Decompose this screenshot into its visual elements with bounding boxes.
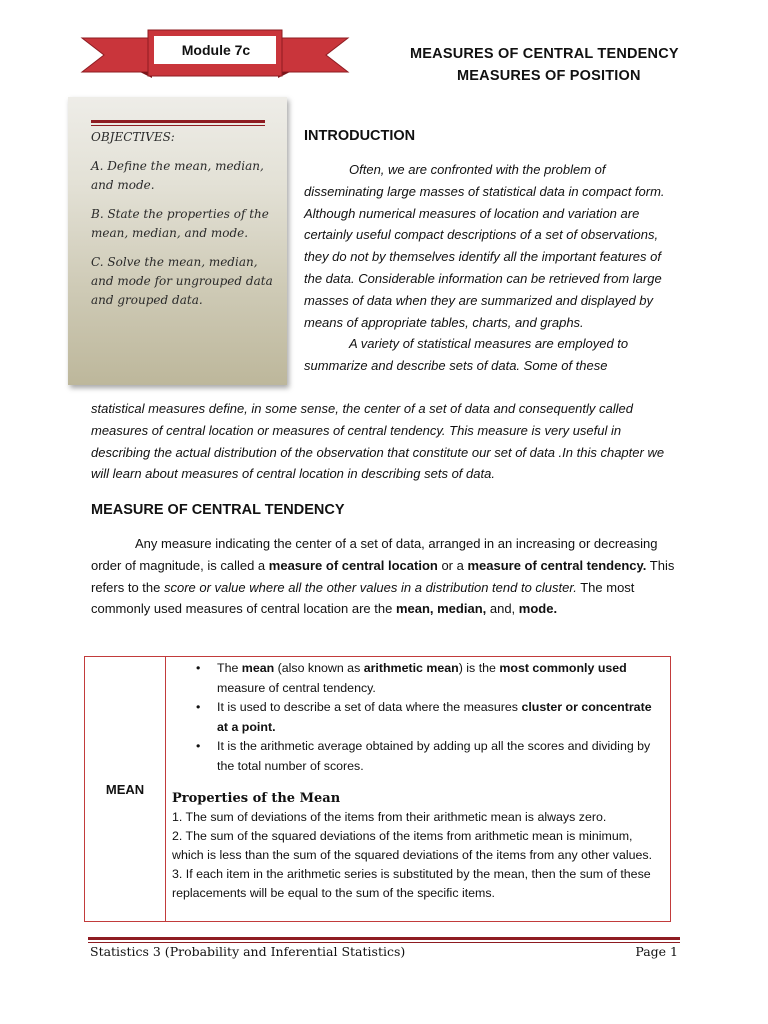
module-ribbon — [80, 28, 350, 80]
mean-bullet: • It is the arithmetic average obtained by adding up all the scores and dividing by the total number of scores. — [172, 737, 664, 776]
ct-term: mean, median, — [395, 601, 487, 617]
document-title-line-1: MEASURES OF CENTRAL TENDENCY — [410, 46, 679, 62]
objective-item: B. State the properties of the mean, median, and mode. — [91, 207, 269, 240]
module-label: Module 7c — [181, 42, 251, 58]
footer-course-title: Statistics 3 (Probability and Inferential Statistics) — [90, 944, 406, 959]
ct-emphasis: score or value where all the other values in a distribution tend to cluster. — [163, 579, 577, 595]
objectives-rule-thin — [91, 125, 265, 126]
ct-text: or a — [437, 557, 468, 573]
ct-term: measure of central tendency. — [467, 557, 647, 573]
objectives-box — [68, 97, 287, 385]
objective-item: C. Solve the mean, median, and mode for ungrouped data and grouped data. — [91, 255, 273, 307]
properties-heading: Properties of the Mean — [172, 791, 341, 806]
objectives-rule — [91, 120, 265, 123]
ct-term: mode. — [518, 601, 558, 617]
introduction-paragraph-1: Often, we are confronted with the problem of disseminating large masses of statistical data in compact form. Although numerical measures of location and variation are certainly useful compact descriptions of a set of observations, they do not by themselves identify all the important features of the data. Considerable information can be retrieved from large masses of data when they are summarized and displayed by means of appropriate tables, charts, and graphs. — [304, 162, 665, 330]
property-item: 2. The sum of the squared deviations of the items from arithmetic mean is minimum, which is less than the sum of the squared deviations of the items from any other values. — [172, 829, 653, 862]
central-tendency-heading: MEASURE OF CENTRAL TENDENCY — [91, 502, 345, 518]
mean-table-divider — [165, 657, 166, 921]
mean-bullet: • The mean (also known as arithmetic mean) is the most commonly used measure of central tendency. — [172, 659, 664, 698]
document-title-line-2: MEASURES OF POSITION — [457, 68, 641, 84]
mean-bullet: • It is used to describe a set of data where the measures cluster or concentrate at a point. — [172, 698, 664, 737]
objectives-content — [91, 128, 276, 320]
footer-page-number: Page 1 — [635, 944, 678, 959]
objectives-heading: OBJECTIVES: — [91, 130, 175, 144]
mean-label-cell: MEAN — [105, 782, 145, 797]
mean-bullet-list — [172, 659, 664, 776]
footer-rule-thin — [88, 942, 680, 943]
introduction-column-text — [304, 159, 678, 377]
mean-table — [84, 656, 671, 922]
ct-text: and, — [486, 601, 519, 617]
introduction-heading: INTRODUCTION — [304, 128, 416, 144]
ct-term: measure of central location — [268, 557, 438, 573]
property-item: 3. If each item in the arithmetic series is substituted by the mean, then the sum of these replacements will be equal to the sum of the specific items. — [172, 867, 651, 900]
ct-text: This refers to the — [91, 557, 675, 595]
introduction-paragraph-2-start: A variety of statistical measures are employed to summarize and describe sets of data. Some of these — [304, 336, 629, 374]
property-item: 1. The sum of deviations of the items from their arithmetic mean is always zero. — [172, 810, 607, 824]
central-tendency-paragraph — [91, 533, 681, 620]
introduction-paragraph-2-continued: statistical measures define, in some sense, the center of a set of data and consequently called measures of central location or measures of central tendency. This measure is very useful in describing the actual distribution of the observation that constitute our set of data .In this chapter we will learn about measures of central location in describing sets of data. — [91, 401, 665, 482]
mean-content-cell — [172, 659, 664, 903]
footer-rule — [88, 937, 680, 940]
ct-text: Any measure indicating the center of a set of data, arranged in an increasing or decreasing order of magnitude, is called a — [91, 536, 658, 573]
introduction-full-width-text — [91, 398, 681, 485]
objective-item: A. Define the mean, median, and mode. — [91, 159, 264, 192]
ct-text: The most commonly used measures of central location are the — [91, 579, 635, 617]
